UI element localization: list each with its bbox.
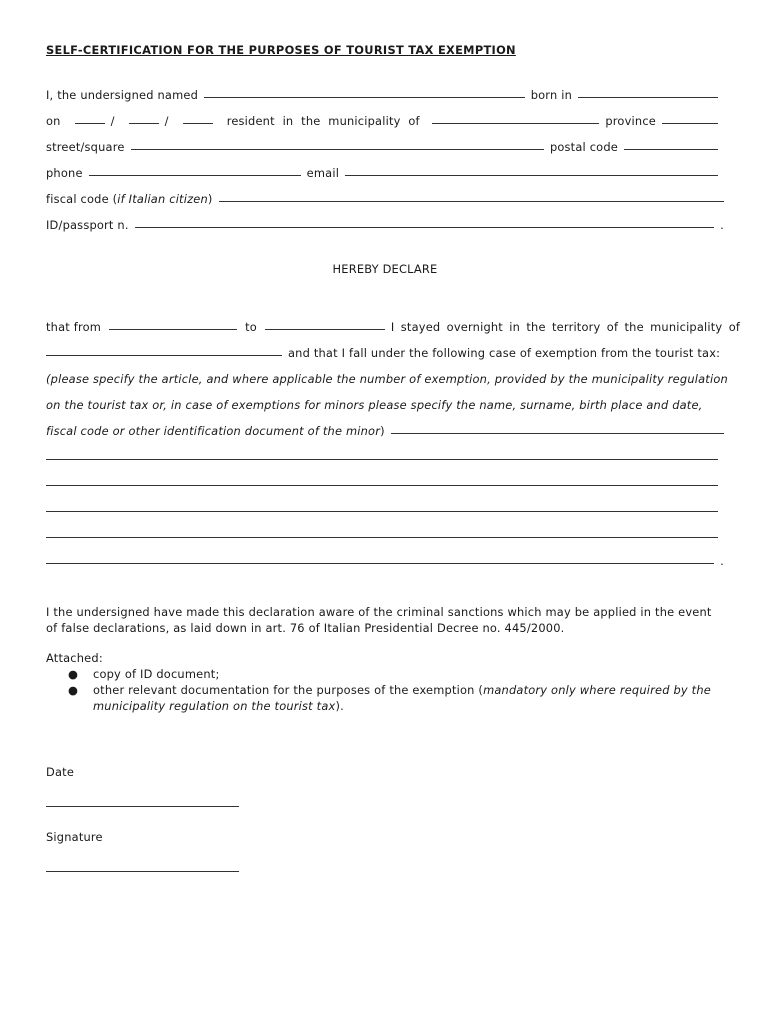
province-label: province [605, 114, 656, 128]
list-item: ● other relevant documentation for the purposes of the exemption (mandatory only where required by the municipality regulation on the tourist tax). [68, 683, 711, 713]
street-field[interactable] [131, 149, 544, 150]
born-in-label: born in [530, 88, 572, 102]
to-date-field[interactable] [265, 329, 385, 330]
date-label: Date [46, 765, 75, 779]
signature-field[interactable] [46, 871, 239, 872]
exemption-detail-field[interactable] [391, 433, 724, 434]
exemption-line-1[interactable] [46, 438, 724, 464]
on-label: on [46, 114, 61, 128]
email-field[interactable] [345, 175, 718, 176]
phone-label: phone [46, 166, 83, 180]
bullet-icon: ● [68, 683, 79, 697]
exemption-line-2[interactable] [46, 464, 724, 490]
exemption-line-4[interactable] [46, 516, 724, 542]
exemption-note-line-3: fiscal code or other identification document of the minor) [46, 412, 724, 438]
period: . [720, 554, 724, 568]
exemption-note-line-2: on the tourist tax or, in case of exemptions for minors please specify the name, surname, birth place and date, [46, 398, 703, 412]
exemption-line-field[interactable] [46, 563, 714, 564]
row-address [46, 128, 724, 154]
birth-year-field[interactable] [183, 123, 213, 124]
row-exemption [46, 334, 724, 360]
stayed-label: I stayed overnight in the territory of the municipality of [390, 320, 741, 334]
signature-label: Signature [46, 830, 103, 844]
exemption-line-5 [46, 542, 724, 568]
attached-label: Attached: [46, 651, 103, 665]
declare-heading: HEREBY DECLARE [332, 262, 438, 276]
fiscal-code-field[interactable] [219, 201, 724, 202]
exemption-note-line-1: (please specify the article, and where applicable the number of exemption, provided by the municipality regulation [46, 372, 728, 386]
from-label: that from [46, 320, 102, 334]
resident-label: resident in the municipality of [226, 114, 420, 128]
name-field[interactable] [204, 97, 525, 98]
document-title: SELF-CERTIFICATION FOR THE PURPOSES OF TOURIST TAX EXEMPTION [46, 43, 516, 57]
row-stay-period [46, 308, 741, 334]
municipality-field[interactable] [432, 123, 600, 124]
row-birthdate [46, 102, 724, 128]
from-date-field[interactable] [109, 329, 237, 330]
period: . [720, 218, 724, 232]
undersigned-label: I, the undersigned named [46, 88, 199, 102]
province-field[interactable] [662, 123, 718, 124]
exemption-label: and that I fall under the following case of exemption from the tourist tax: [288, 346, 721, 360]
postal-code-field[interactable] [624, 149, 718, 150]
postal-code-label: postal code [549, 140, 618, 154]
row-id-passport [46, 206, 724, 232]
attachments-list [46, 666, 724, 714]
birthplace-field[interactable] [578, 97, 718, 98]
row-contact [46, 154, 724, 180]
to-label: to [245, 320, 257, 334]
birth-month-field[interactable] [129, 123, 159, 124]
row-fiscal-code [46, 180, 724, 206]
email-label: email [306, 166, 340, 180]
awareness-statement: I the undersigned have made this declaration aware of the criminal sanctions which may be applied in the event of false declarations, as laid down in art. 76 of Italian Presidential Decree no. 445/2000. [46, 605, 712, 635]
list-item: ● copy of ID document; [68, 667, 220, 681]
date-separator: / [110, 114, 115, 128]
phone-field[interactable] [89, 175, 301, 176]
date-separator: / [164, 114, 169, 128]
bullet-icon: ● [68, 667, 79, 681]
street-label: street/square [46, 140, 125, 154]
stay-municipality-field[interactable] [46, 355, 282, 356]
id-passport-field[interactable] [135, 227, 715, 228]
birth-day-field[interactable] [75, 123, 105, 124]
fiscal-code-label: fiscal code (if Italian citizen) [46, 192, 213, 206]
exemption-line-3[interactable] [46, 490, 724, 516]
row-undersigned [46, 76, 724, 102]
id-passport-label: ID/passport n. [46, 218, 129, 232]
